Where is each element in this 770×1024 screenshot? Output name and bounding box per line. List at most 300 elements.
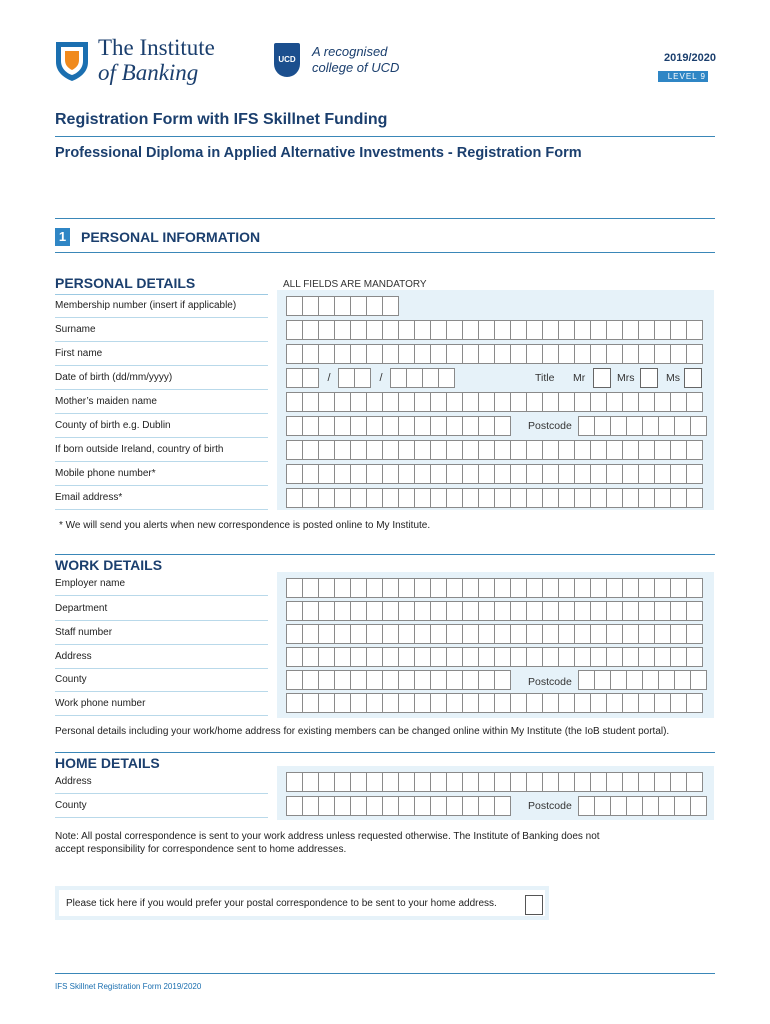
char-cell[interactable] [334, 796, 351, 816]
char-cell[interactable] [318, 464, 335, 484]
char-cell[interactable] [654, 647, 671, 667]
char-cell[interactable] [390, 368, 407, 388]
char-cell[interactable] [606, 601, 623, 621]
char-cell[interactable] [494, 320, 511, 340]
dob-day-input[interactable] [286, 368, 318, 388]
char-cell[interactable] [334, 772, 351, 792]
char-cell[interactable] [334, 647, 351, 667]
char-cell[interactable] [286, 601, 303, 621]
char-cell[interactable] [526, 320, 543, 340]
char-cell[interactable] [302, 624, 319, 644]
char-cell[interactable] [658, 670, 675, 690]
char-cell[interactable] [286, 296, 303, 316]
home-address-input[interactable] [286, 772, 702, 792]
char-cell[interactable] [302, 693, 319, 713]
char-cell[interactable] [526, 601, 543, 621]
char-cell[interactable] [286, 578, 303, 598]
char-cell[interactable] [574, 344, 591, 364]
char-cell[interactable] [366, 796, 383, 816]
char-cell[interactable] [382, 601, 399, 621]
char-cell[interactable] [526, 578, 543, 598]
char-cell[interactable] [670, 488, 687, 508]
char-cell[interactable] [414, 320, 431, 340]
char-cell[interactable] [430, 647, 447, 667]
char-cell[interactable] [366, 693, 383, 713]
char-cell[interactable] [622, 647, 639, 667]
char-cell[interactable] [334, 392, 351, 412]
char-cell[interactable] [414, 693, 431, 713]
char-cell[interactable] [658, 796, 675, 816]
char-cell[interactable] [350, 693, 367, 713]
char-cell[interactable] [446, 601, 463, 621]
char-cell[interactable] [430, 392, 447, 412]
char-cell[interactable] [606, 578, 623, 598]
char-cell[interactable] [318, 578, 335, 598]
char-cell[interactable] [670, 578, 687, 598]
char-cell[interactable] [638, 578, 655, 598]
char-cell[interactable] [510, 488, 527, 508]
char-cell[interactable] [574, 464, 591, 484]
char-cell[interactable] [350, 670, 367, 690]
char-cell[interactable] [446, 772, 463, 792]
char-cell[interactable] [578, 416, 595, 436]
char-cell[interactable] [610, 670, 627, 690]
char-cell[interactable] [462, 624, 479, 644]
char-cell[interactable] [670, 624, 687, 644]
char-cell[interactable] [574, 601, 591, 621]
char-cell[interactable] [542, 601, 559, 621]
home-postcode-input[interactable] [578, 796, 706, 816]
char-cell[interactable] [318, 796, 335, 816]
char-cell[interactable] [354, 368, 371, 388]
char-cell[interactable] [510, 601, 527, 621]
char-cell[interactable] [286, 392, 303, 412]
char-cell[interactable] [638, 488, 655, 508]
char-cell[interactable] [302, 796, 319, 816]
char-cell[interactable] [686, 647, 703, 667]
char-cell[interactable] [638, 624, 655, 644]
char-cell[interactable] [350, 601, 367, 621]
char-cell[interactable] [558, 320, 575, 340]
char-cell[interactable] [382, 772, 399, 792]
char-cell[interactable] [674, 416, 691, 436]
char-cell[interactable] [654, 488, 671, 508]
char-cell[interactable] [622, 624, 639, 644]
char-cell[interactable] [478, 578, 495, 598]
char-cell[interactable] [686, 344, 703, 364]
char-cell[interactable] [686, 693, 703, 713]
char-cell[interactable] [670, 320, 687, 340]
char-cell[interactable] [414, 772, 431, 792]
char-cell[interactable] [578, 796, 595, 816]
char-cell[interactable] [406, 368, 423, 388]
char-cell[interactable] [478, 488, 495, 508]
char-cell[interactable] [590, 440, 607, 460]
department-input[interactable] [286, 601, 702, 621]
char-cell[interactable] [526, 440, 543, 460]
char-cell[interactable] [674, 670, 691, 690]
char-cell[interactable] [626, 670, 643, 690]
surname-input[interactable] [286, 320, 702, 340]
char-cell[interactable] [366, 578, 383, 598]
dob-month-input[interactable] [338, 368, 370, 388]
char-cell[interactable] [334, 670, 351, 690]
char-cell[interactable] [366, 392, 383, 412]
char-cell[interactable] [590, 647, 607, 667]
char-cell[interactable] [494, 693, 511, 713]
char-cell[interactable] [350, 416, 367, 436]
char-cell[interactable] [462, 392, 479, 412]
char-cell[interactable] [542, 392, 559, 412]
char-cell[interactable] [302, 344, 319, 364]
char-cell[interactable] [366, 772, 383, 792]
char-cell[interactable] [366, 647, 383, 667]
char-cell[interactable] [462, 647, 479, 667]
char-cell[interactable] [606, 772, 623, 792]
char-cell[interactable] [286, 416, 303, 436]
char-cell[interactable] [422, 368, 439, 388]
work-county-input[interactable] [286, 670, 510, 690]
char-cell[interactable] [510, 624, 527, 644]
char-cell[interactable] [366, 670, 383, 690]
char-cell[interactable] [398, 488, 415, 508]
char-cell[interactable] [558, 647, 575, 667]
char-cell[interactable] [510, 344, 527, 364]
char-cell[interactable] [398, 772, 415, 792]
char-cell[interactable] [622, 601, 639, 621]
work-postcode-input[interactable] [578, 670, 706, 690]
char-cell[interactable] [626, 416, 643, 436]
char-cell[interactable] [686, 320, 703, 340]
char-cell[interactable] [334, 296, 351, 316]
char-cell[interactable] [590, 578, 607, 598]
char-cell[interactable] [398, 440, 415, 460]
char-cell[interactable] [350, 392, 367, 412]
char-cell[interactable] [510, 693, 527, 713]
char-cell[interactable] [494, 416, 511, 436]
char-cell[interactable] [414, 392, 431, 412]
char-cell[interactable] [430, 440, 447, 460]
char-cell[interactable] [446, 624, 463, 644]
char-cell[interactable] [430, 601, 447, 621]
char-cell[interactable] [542, 344, 559, 364]
char-cell[interactable] [478, 772, 495, 792]
char-cell[interactable] [638, 344, 655, 364]
char-cell[interactable] [446, 796, 463, 816]
char-cell[interactable] [318, 416, 335, 436]
char-cell[interactable] [286, 670, 303, 690]
char-cell[interactable] [462, 796, 479, 816]
char-cell[interactable] [334, 320, 351, 340]
char-cell[interactable] [642, 416, 659, 436]
char-cell[interactable] [398, 416, 415, 436]
work-address-input[interactable] [286, 647, 702, 667]
char-cell[interactable] [334, 488, 351, 508]
membership-input[interactable] [286, 296, 398, 316]
char-cell[interactable] [574, 392, 591, 412]
char-cell[interactable] [542, 693, 559, 713]
char-cell[interactable] [478, 601, 495, 621]
char-cell[interactable] [462, 578, 479, 598]
char-cell[interactable] [606, 344, 623, 364]
char-cell[interactable] [526, 772, 543, 792]
char-cell[interactable] [686, 624, 703, 644]
char-cell[interactable] [686, 464, 703, 484]
char-cell[interactable] [318, 670, 335, 690]
char-cell[interactable] [334, 624, 351, 644]
char-cell[interactable] [334, 440, 351, 460]
char-cell[interactable] [438, 368, 455, 388]
char-cell[interactable] [350, 440, 367, 460]
char-cell[interactable] [478, 464, 495, 484]
mobile-input[interactable] [286, 464, 702, 484]
char-cell[interactable] [574, 488, 591, 508]
char-cell[interactable] [606, 693, 623, 713]
char-cell[interactable] [558, 772, 575, 792]
char-cell[interactable] [574, 624, 591, 644]
char-cell[interactable] [622, 578, 639, 598]
char-cell[interactable] [286, 693, 303, 713]
char-cell[interactable] [398, 344, 415, 364]
char-cell[interactable] [478, 670, 495, 690]
char-cell[interactable] [398, 796, 415, 816]
char-cell[interactable] [350, 624, 367, 644]
char-cell[interactable] [366, 320, 383, 340]
char-cell[interactable] [638, 647, 655, 667]
char-cell[interactable] [462, 488, 479, 508]
char-cell[interactable] [622, 392, 639, 412]
char-cell[interactable] [414, 670, 431, 690]
char-cell[interactable] [318, 488, 335, 508]
char-cell[interactable] [654, 440, 671, 460]
char-cell[interactable] [350, 296, 367, 316]
char-cell[interactable] [494, 464, 511, 484]
char-cell[interactable] [510, 578, 527, 598]
char-cell[interactable] [558, 392, 575, 412]
char-cell[interactable] [494, 578, 511, 598]
title-mrs-checkbox[interactable] [640, 368, 658, 388]
char-cell[interactable] [382, 578, 399, 598]
char-cell[interactable] [574, 772, 591, 792]
char-cell[interactable] [462, 772, 479, 792]
char-cell[interactable] [430, 624, 447, 644]
char-cell[interactable] [558, 464, 575, 484]
char-cell[interactable] [350, 344, 367, 364]
char-cell[interactable] [302, 416, 319, 436]
char-cell[interactable] [398, 320, 415, 340]
char-cell[interactable] [478, 344, 495, 364]
work-phone-input[interactable] [286, 693, 702, 713]
char-cell[interactable] [382, 647, 399, 667]
char-cell[interactable] [638, 772, 655, 792]
char-cell[interactable] [414, 440, 431, 460]
char-cell[interactable] [446, 344, 463, 364]
char-cell[interactable] [286, 488, 303, 508]
char-cell[interactable] [510, 464, 527, 484]
char-cell[interactable] [542, 440, 559, 460]
country-birth-input[interactable] [286, 440, 702, 460]
char-cell[interactable] [398, 670, 415, 690]
char-cell[interactable] [318, 624, 335, 644]
char-cell[interactable] [430, 344, 447, 364]
char-cell[interactable] [382, 488, 399, 508]
char-cell[interactable] [318, 647, 335, 667]
char-cell[interactable] [334, 416, 351, 436]
char-cell[interactable] [382, 296, 399, 316]
char-cell[interactable] [510, 392, 527, 412]
char-cell[interactable] [670, 440, 687, 460]
char-cell[interactable] [670, 464, 687, 484]
char-cell[interactable] [494, 344, 511, 364]
char-cell[interactable] [510, 320, 527, 340]
char-cell[interactable] [590, 772, 607, 792]
char-cell[interactable] [414, 601, 431, 621]
char-cell[interactable] [382, 440, 399, 460]
char-cell[interactable] [430, 320, 447, 340]
char-cell[interactable] [558, 693, 575, 713]
char-cell[interactable] [398, 624, 415, 644]
char-cell[interactable] [334, 464, 351, 484]
char-cell[interactable] [574, 440, 591, 460]
char-cell[interactable] [542, 578, 559, 598]
char-cell[interactable] [462, 344, 479, 364]
char-cell[interactable] [414, 796, 431, 816]
char-cell[interactable] [286, 368, 303, 388]
char-cell[interactable] [590, 601, 607, 621]
char-cell[interactable] [462, 693, 479, 713]
char-cell[interactable] [430, 488, 447, 508]
char-cell[interactable] [350, 772, 367, 792]
char-cell[interactable] [590, 320, 607, 340]
char-cell[interactable] [478, 693, 495, 713]
char-cell[interactable] [478, 624, 495, 644]
char-cell[interactable] [334, 344, 351, 364]
char-cell[interactable] [350, 796, 367, 816]
char-cell[interactable] [286, 796, 303, 816]
char-cell[interactable] [446, 440, 463, 460]
maiden-name-input[interactable] [286, 392, 702, 412]
char-cell[interactable] [494, 796, 511, 816]
char-cell[interactable] [494, 647, 511, 667]
char-cell[interactable] [286, 320, 303, 340]
char-cell[interactable] [414, 344, 431, 364]
char-cell[interactable] [430, 464, 447, 484]
char-cell[interactable] [590, 464, 607, 484]
char-cell[interactable] [318, 601, 335, 621]
char-cell[interactable] [558, 440, 575, 460]
char-cell[interactable] [510, 772, 527, 792]
char-cell[interactable] [494, 624, 511, 644]
char-cell[interactable] [302, 296, 319, 316]
char-cell[interactable] [350, 578, 367, 598]
char-cell[interactable] [446, 320, 463, 340]
char-cell[interactable] [478, 392, 495, 412]
char-cell[interactable] [338, 368, 355, 388]
char-cell[interactable] [610, 796, 627, 816]
char-cell[interactable] [670, 392, 687, 412]
char-cell[interactable] [366, 440, 383, 460]
char-cell[interactable] [462, 416, 479, 436]
char-cell[interactable] [334, 578, 351, 598]
char-cell[interactable] [446, 488, 463, 508]
dob-year-input[interactable] [390, 368, 454, 388]
char-cell[interactable] [478, 320, 495, 340]
char-cell[interactable] [590, 344, 607, 364]
char-cell[interactable] [670, 647, 687, 667]
char-cell[interactable] [638, 601, 655, 621]
char-cell[interactable] [382, 796, 399, 816]
char-cell[interactable] [414, 578, 431, 598]
first-name-input[interactable] [286, 344, 702, 364]
char-cell[interactable] [670, 344, 687, 364]
char-cell[interactable] [642, 670, 659, 690]
char-cell[interactable] [638, 464, 655, 484]
title-ms-checkbox[interactable] [684, 368, 702, 388]
char-cell[interactable] [446, 464, 463, 484]
char-cell[interactable] [462, 320, 479, 340]
char-cell[interactable] [622, 440, 639, 460]
char-cell[interactable] [462, 670, 479, 690]
char-cell[interactable] [594, 670, 611, 690]
char-cell[interactable] [318, 296, 335, 316]
county-birth-input[interactable] [286, 416, 510, 436]
char-cell[interactable] [542, 624, 559, 644]
char-cell[interactable] [558, 488, 575, 508]
char-cell[interactable] [286, 440, 303, 460]
char-cell[interactable] [398, 601, 415, 621]
char-cell[interactable] [382, 416, 399, 436]
char-cell[interactable] [366, 464, 383, 484]
char-cell[interactable] [350, 488, 367, 508]
char-cell[interactable] [526, 464, 543, 484]
char-cell[interactable] [622, 693, 639, 713]
char-cell[interactable] [430, 416, 447, 436]
char-cell[interactable] [526, 693, 543, 713]
char-cell[interactable] [606, 488, 623, 508]
char-cell[interactable] [574, 647, 591, 667]
char-cell[interactable] [654, 320, 671, 340]
char-cell[interactable] [526, 647, 543, 667]
char-cell[interactable] [654, 344, 671, 364]
char-cell[interactable] [334, 693, 351, 713]
char-cell[interactable] [366, 296, 383, 316]
char-cell[interactable] [606, 464, 623, 484]
char-cell[interactable] [398, 392, 415, 412]
char-cell[interactable] [542, 772, 559, 792]
char-cell[interactable] [286, 772, 303, 792]
staff-number-input[interactable] [286, 624, 702, 644]
char-cell[interactable] [446, 647, 463, 667]
home-county-input[interactable] [286, 796, 510, 816]
char-cell[interactable] [622, 320, 639, 340]
char-cell[interactable] [302, 464, 319, 484]
char-cell[interactable] [302, 440, 319, 460]
char-cell[interactable] [414, 624, 431, 644]
char-cell[interactable] [654, 578, 671, 598]
char-cell[interactable] [654, 601, 671, 621]
char-cell[interactable] [622, 344, 639, 364]
char-cell[interactable] [318, 320, 335, 340]
char-cell[interactable] [626, 796, 643, 816]
char-cell[interactable] [302, 368, 319, 388]
home-address-checkbox[interactable] [525, 895, 543, 915]
char-cell[interactable] [462, 440, 479, 460]
char-cell[interactable] [350, 464, 367, 484]
char-cell[interactable] [430, 578, 447, 598]
char-cell[interactable] [318, 440, 335, 460]
char-cell[interactable] [446, 392, 463, 412]
char-cell[interactable] [578, 670, 595, 690]
